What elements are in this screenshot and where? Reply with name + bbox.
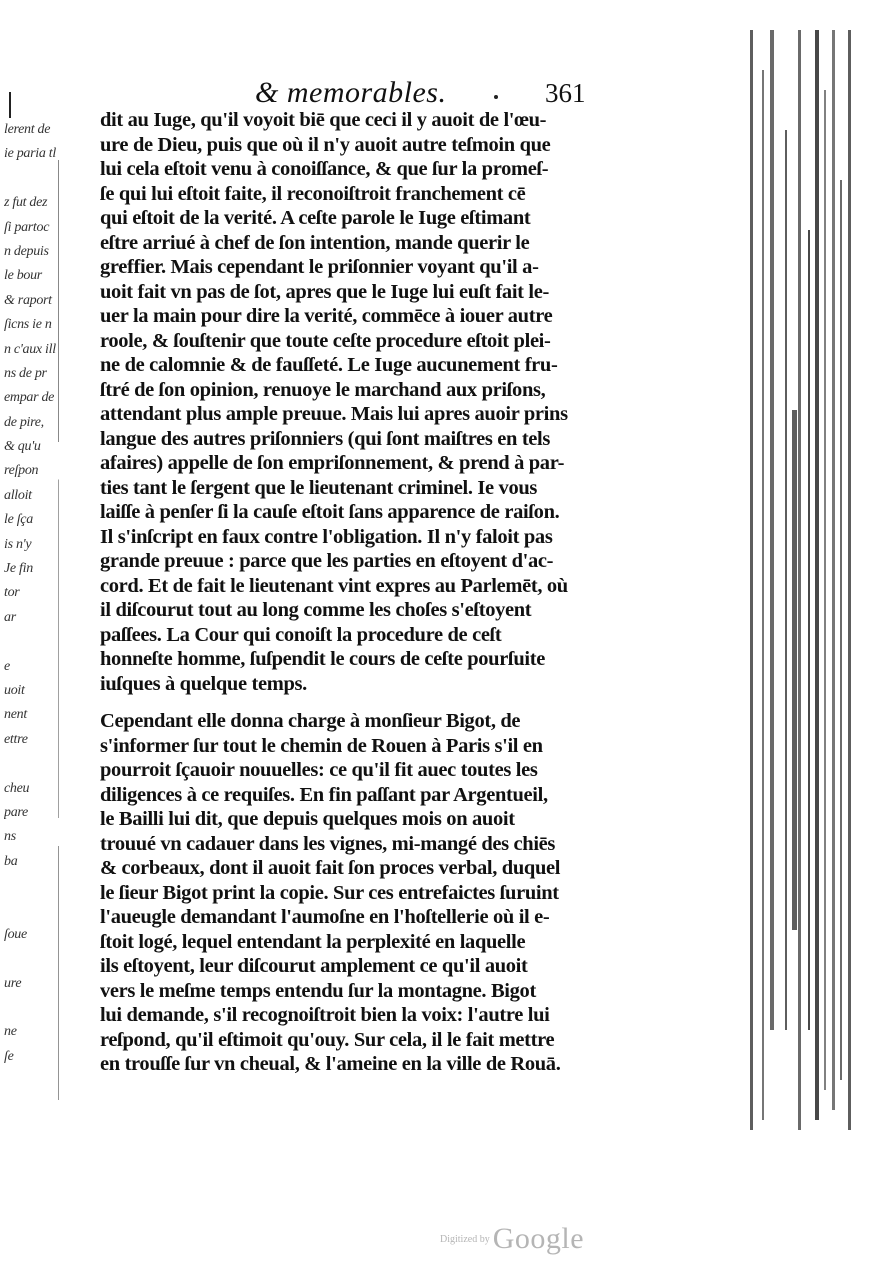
text-line: & corbeaux, dont il auoit fait ſon proces verbal, duquel: [100, 857, 561, 879]
margin-fragment: z fut dez: [4, 195, 48, 211]
margin-fragment: ſicns ie n: [4, 317, 52, 333]
margin-fragment: [4, 996, 66, 1020]
text-line: laiſſe à penſer ſi la cauſe eſtoit ſans apparence de raiſon.: [100, 501, 560, 523]
google-logo: Google: [492, 1222, 585, 1255]
margin-fragment: n depuis: [4, 243, 49, 259]
margin-fragment: ſe: [4, 1048, 14, 1064]
text-line: roole, & ſouſtenir que toute ceſte procedure eſtoit plei-: [100, 329, 551, 352]
text-line: Cependant elle donna charge à monſieur Bigot, de: [100, 710, 521, 732]
gutter-line: [58, 160, 59, 1100]
margin-fragment: de pire,: [4, 414, 44, 430]
margin-fragment: ie paria tl: [4, 146, 56, 162]
page-number: 361: [545, 78, 586, 108]
scan-stripe: [808, 230, 810, 1030]
text-line: iuſques à quelque temps.: [100, 672, 307, 695]
margin-fragment: pare: [4, 804, 28, 820]
text-line: ure de Dieu, puis que où il n'y auoit autre teſmoin que: [100, 133, 551, 156]
scan-stripe: [785, 130, 787, 1030]
text-line: Il s'inſcript en faux contre l'obligation. Il n'y faloit pas: [100, 525, 553, 548]
body-text: [100, 108, 610, 1077]
text-line: diligences à ce requiſes. En fin paſſant par Argentueil,: [100, 783, 548, 806]
margin-fragment: ſoue: [4, 926, 27, 942]
margin-fragment: ure: [4, 975, 22, 991]
text-line: eſtre arriué à chef de ſon intention, mande querir le: [100, 231, 530, 254]
margin-fragment: [4, 630, 66, 654]
text-line: attendant plus ample preuue. Mais lui apres auoir prins: [100, 403, 568, 425]
margin-fragment: is n'y: [4, 536, 32, 552]
margin-fragment: & qu'u: [4, 439, 41, 455]
scan-stripe: [815, 30, 819, 1120]
scan-stripe: [798, 30, 801, 1130]
margin-fragment: ns: [4, 829, 16, 845]
running-head: & memorables.: [255, 76, 447, 109]
margin-fragment: [4, 874, 66, 898]
header-dot: [494, 95, 498, 99]
text-line: ils eſtoyent, leur diſcourut amplement ce qu'il auoit: [100, 955, 528, 977]
margin-mark: [9, 92, 11, 118]
text-line: il diſcourut tout au long comme les choſes s'eſtoyent: [100, 599, 532, 621]
margin-fragment: ne: [4, 1024, 17, 1040]
margin-fragment: ettre: [4, 731, 28, 747]
margin-fragment: [4, 167, 66, 191]
text-line: ne de calomnie & de fauſſeté. Le Iuge aucunement fru-: [100, 354, 558, 376]
text-line: en trouſſe ſur vn cheual, & l'ameine en la ville de Rouā.: [100, 1053, 561, 1075]
text-line: trouué vn cadauer dans les vignes, mi-mangé des chiēs: [100, 832, 556, 855]
text-line: l'aueugle demandant l'aumoſne en l'hoſtellerie où il e-: [100, 906, 550, 928]
margin-fragment: ſi partoc: [4, 219, 50, 235]
paragraph-2: [100, 709, 610, 1077]
text-line: langue des autres priſonniers (qui ſont maiſtres en tels: [100, 427, 551, 450]
digitized-by-google-watermark: [440, 1222, 584, 1256]
text-line: paſſees. La Cour qui conoiſt la procedure de ceſt: [100, 623, 502, 646]
text-line: greffier. Mais cependant le priſonnier voyant qu'il a-: [100, 256, 539, 278]
margin-fragment: nent: [4, 707, 27, 723]
margin-fragment: Je fin: [4, 561, 33, 577]
text-line: lui cela eſtoit venu à conoiſſance, & que ſur la promeſ-: [100, 158, 549, 180]
scan-stripe: [750, 30, 753, 1130]
scan-stripe: [770, 30, 774, 1030]
text-line: uer la main pour dire la verité, commēce à iouer autre: [100, 305, 553, 327]
margin-fragment: e: [4, 658, 10, 674]
margin-fragment: tor: [4, 585, 20, 601]
margin-fragment: ns de pr: [4, 365, 47, 381]
margin-fragment: le ſça: [4, 512, 33, 528]
margin-fragment: ar: [4, 609, 16, 625]
margin-fragment: ba: [4, 853, 18, 869]
margin-fragment: alloit: [4, 487, 32, 503]
text-line: ſe qui lui eſtoit faite, il reconoiſtroit franchement cē: [100, 182, 526, 205]
text-line: reſpond, qu'il eſtimoit qu'ouy. Sur cela, il le fait mettre: [100, 1028, 555, 1051]
scan-stripe: [832, 30, 835, 1110]
margin-fragment: uoit: [4, 682, 25, 698]
text-line: ties tant le ſergent que le lieutenant criminel. Ie vous: [100, 476, 538, 499]
text-line: uoit fait vn pas de ſot, apres que le Iuge lui euſt fait le-: [100, 280, 549, 303]
scan-stripe: [840, 180, 842, 1080]
text-line: vers le meſme temps entendu ſur la montagne. Bigot: [100, 979, 536, 1002]
margin-fragment: lerent de: [4, 122, 51, 137]
paragraph-1: [100, 108, 610, 696]
scan-stripe: [762, 70, 764, 1120]
text-line: ſtoit logé, lequel entendant la perplexité en laquelle: [100, 930, 526, 953]
text-line: s'informer ſur tout le chemin de Rouen à Paris s'il en: [100, 734, 543, 757]
text-line: honneſte homme, ſuſpendit le cours de ceſte pourſuite: [100, 648, 545, 670]
margin-fragment: n c'aux ill: [4, 341, 56, 357]
scan-stripe: [824, 90, 826, 1090]
watermark-prefix: Digitized by: [440, 1234, 490, 1245]
margin-fragment: [4, 947, 66, 971]
margin-fragment: [4, 899, 66, 923]
scan-stripe: [792, 410, 797, 930]
text-line: dit au Iuge, qu'il voyoit biē que ceci il y auoit de l'œu-: [100, 109, 547, 131]
scan-edge-artifact: [740, 30, 860, 1130]
text-line: pourroit ſçauoir nouuelles: ce qu'il fit auec toutes les: [100, 759, 538, 781]
left-margin-bleedthrough: [4, 118, 66, 1069]
margin-fragment: reſpon: [4, 463, 39, 479]
scan-stripe: [848, 30, 851, 1130]
text-line: le Bailli lui dit, que depuis quelques mois on auoit: [100, 808, 515, 830]
text-line: lui demande, s'il recognoiſtroit bien la voix: l'autre lui: [100, 1004, 550, 1026]
margin-fragment: & raport: [4, 292, 52, 308]
margin-fragment: empar de: [4, 390, 55, 406]
margin-fragment: [4, 752, 66, 776]
text-line: qui eſtoit de la verité. A ceſte parole le Iuge eſtimant: [100, 207, 531, 229]
text-line: afaires) appelle de ſon empriſonnement, & prend à par-: [100, 452, 565, 474]
text-line: cord. Et de fait le lieutenant vint expres au Parlemēt, où: [100, 574, 568, 597]
text-line: ſtré de ſon opinion, renuoye le marchand aux priſons,: [100, 378, 546, 401]
margin-fragment: le bour: [4, 268, 42, 284]
margin-fragment: cheu: [4, 780, 30, 796]
text-line: le ſieur Bigot print la copie. Sur ces entrefaictes ſuruint: [100, 881, 559, 904]
text-line: grande preuue : parce que les parties en eſtoyent d'ac-: [100, 550, 554, 572]
